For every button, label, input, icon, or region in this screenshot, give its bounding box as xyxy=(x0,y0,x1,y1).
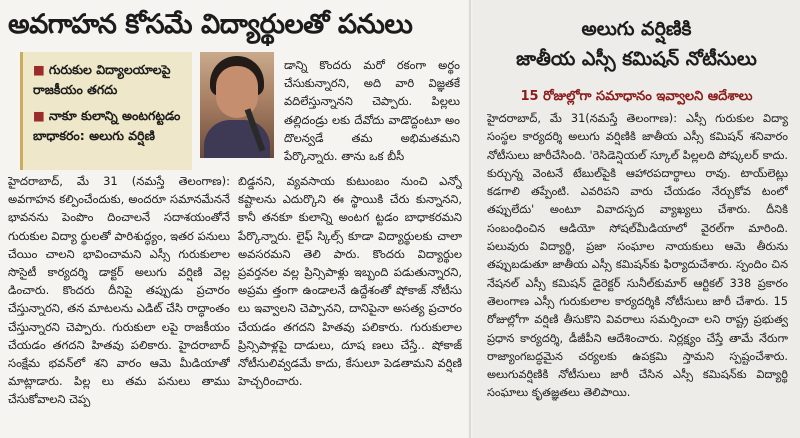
highlights-box xyxy=(20,52,192,170)
column-divider xyxy=(469,0,471,438)
headline-line-1: అలుగు వర్షిణికి xyxy=(581,18,692,40)
highlight-item xyxy=(33,106,186,146)
highlight-text: నాకూ కులాన్ని అంటగట్టడం బాధాకరం: అలుగు వర్షిణి xyxy=(33,108,181,143)
article-headline xyxy=(485,14,788,74)
article-headline: అవగాహన కోసమే విద్యార్థులతో పనులు xyxy=(8,9,413,40)
headline-line-2: జాతీయ ఎస్సీ కమిషన్ నోటీసులు xyxy=(516,48,757,70)
article-column-2: బిడ్డనని, వ్యవసాయ కుటుంబం నుంచి ఎన్నో కష్టాలను ఎదుర్కొని ఈ స్థాయికి చేరు కున్నానని, కానీ తనకూ కులాన్ని అంటగ ట్టడం బాధాకరమని పేర్కొన్నారు. లైఫ్ స్కిల్స్ కూడా విద్యార్థులకు చాలా అవసరమని తెలి పారు. కొందరు విద్యార్థుల ప్రవర్తనల వల్ల ప్రిన్సిపాళ్లు ఇబ్బంది పడుతున్నారని, అప్రమ త్తంగా ఉండాలనే ఉద్దేశంతో షోకాజ్ నోటీసు లు ఇవ్వాలని చెప్పానని, దానిపైనా అసత్య ప్రచారం చేయడం తగదని హితవు పలికారు. గురుకులాల ప్రిన్సిపాళ్లపై దాడులు, దూష ణలు చేస్తే.. షోకాజ్ నోటీసులివ్వడమే కాదు, కేసులూ పెడతామని వర్షిణి హెచ్చరించారు. xyxy=(238,174,462,389)
bullet-icon: ■ xyxy=(33,62,45,77)
bullet-icon: ■ xyxy=(33,108,45,123)
article-subheadline: 15 రోజుల్లోగా సమాధానం ఇవ్వాలని ఆదేశాలు xyxy=(520,89,753,104)
highlight-item xyxy=(33,60,186,100)
speaker-photo xyxy=(200,52,274,158)
right-article xyxy=(473,0,800,438)
article-column-1: హైదరాబాద్, మే 31 (నమస్తే తెలంగాణ): అవగాహన కల్పించేందుకు, అందరూ సమానమేననే భావనను పెంపొం దించాలనే సదాశయంతోనే గురుకుల విద్యా ర్థులతో పారిశుద్ధ్యం, ఇతర పనులు చేయిం చాలని భావించామని ఎస్సీ గురుకులాల సొసైటీ కార్యదర్శి డాక్టర్ అలుగు వర్షిణి వెల్ల డించారు. కొందరు దీనిపై తప్పుడు ప్రచారం చేస్తున్నారని, తన మాటలను ఎడిట్ చేసి రాద్ధాంతం చేస్తున్నారని చెప్పారు. గురుకులా లపై రాజకీయం చేయడం తగదని హితవు పలికారు. హైదరాబాద్ సంక్షేమ భవన్‌లో శని వారం ఆమె మీడియాతో మాట్లాడారు. పిల్ల లు తమ పనులు తాము చేసుకోవాలని చెప్ప xyxy=(8,174,230,407)
article-column-top: డాన్ని కొందరు మరో రకంగా అర్థం చేసుకున్నారని, అది వారి విజ్ఞతకే వదిలేస్తున్నానని చెప్పారు. పిల్లలు తల్లిదండ్రు లకు దేవోదు వాడొద్దంటూ అం దొలన్వడే తమ అభిమతమని పేర్కొన్నారు. తాను ఒక బీసీ xyxy=(284,58,460,164)
highlight-text: గురుకుల విద్యాలయాలపై రాజకీయం తగదు xyxy=(33,62,171,97)
article-body: హైదరాబాద్, మే 31(నమస్తే తెలంగాణ): ఎస్సీ గురుకుల విద్యా సంస్థల కార్యదర్శి అలుగు వర్షిణికి జాతీయ ఎస్సీ కమిషన్ శనివారం నోటీసులు జారీచేసింది. 'రెసిడెన్షియల్ స్కూల్ పిల్లలది పోష్కలర్ కాదు. కుర్చున్న వెంటనే టేబుల్‌పైకి ఆహారపదార్థాలు రావు. టాయ్‌లెట్లు కడగాలి తప్పేంటి. ఎవరిపని వారు చేయడం నేర్చుకోవ టంలో తప్పులేదు' అంటూ వివాదస్పద వ్యాఖ్యలు చేశారు. దీనికి సంబంధించిన ఆడియో సోషల్‌మీడియాలో వైరల్‌గా మారింది. పలువురు విద్యార్థి, ప్రజా సంఘాల నాయకులు ఆమె తీరును తప్పుబడుతూ జాతీయ ఎస్సీ కమిషన్‌కు ఫిర్యాదుచేశారు. స్పందిం చిన నేషనల్ ఎస్సీ కమిషన్ డైరెక్టర్ సునీల్‌కుమార్ ఆర్టికల్ 338 ప్రకారం తెలంగాణ ఎస్సీ గురుకులాల కార్యదర్శికి నోటీసులు జారీ చేశారు. 15 రోజుల్లోగా వర్షిణి తీసుకొని వివరాలు సమర్పించా లని రాష్ట్ర ప్రభుత్వ ప్రధాన కార్యదర్శి, డీజీపీని ఆదేశించారు. నిర్లక్ష్యం చేస్తే తామే నేరుగా రాజ్యాంగబద్ధమైన చర్యలకు ఉపక్రమి స్తామని స్పష్టంచేశారు. అలుగువర్షిణికి నోటీసులు జారీ చేసిన ఎస్సీ కమిషన్‌కు విద్యార్థి సంఘాలు కృతజ్ఞతలు తెలిపాయి. xyxy=(487,112,788,400)
